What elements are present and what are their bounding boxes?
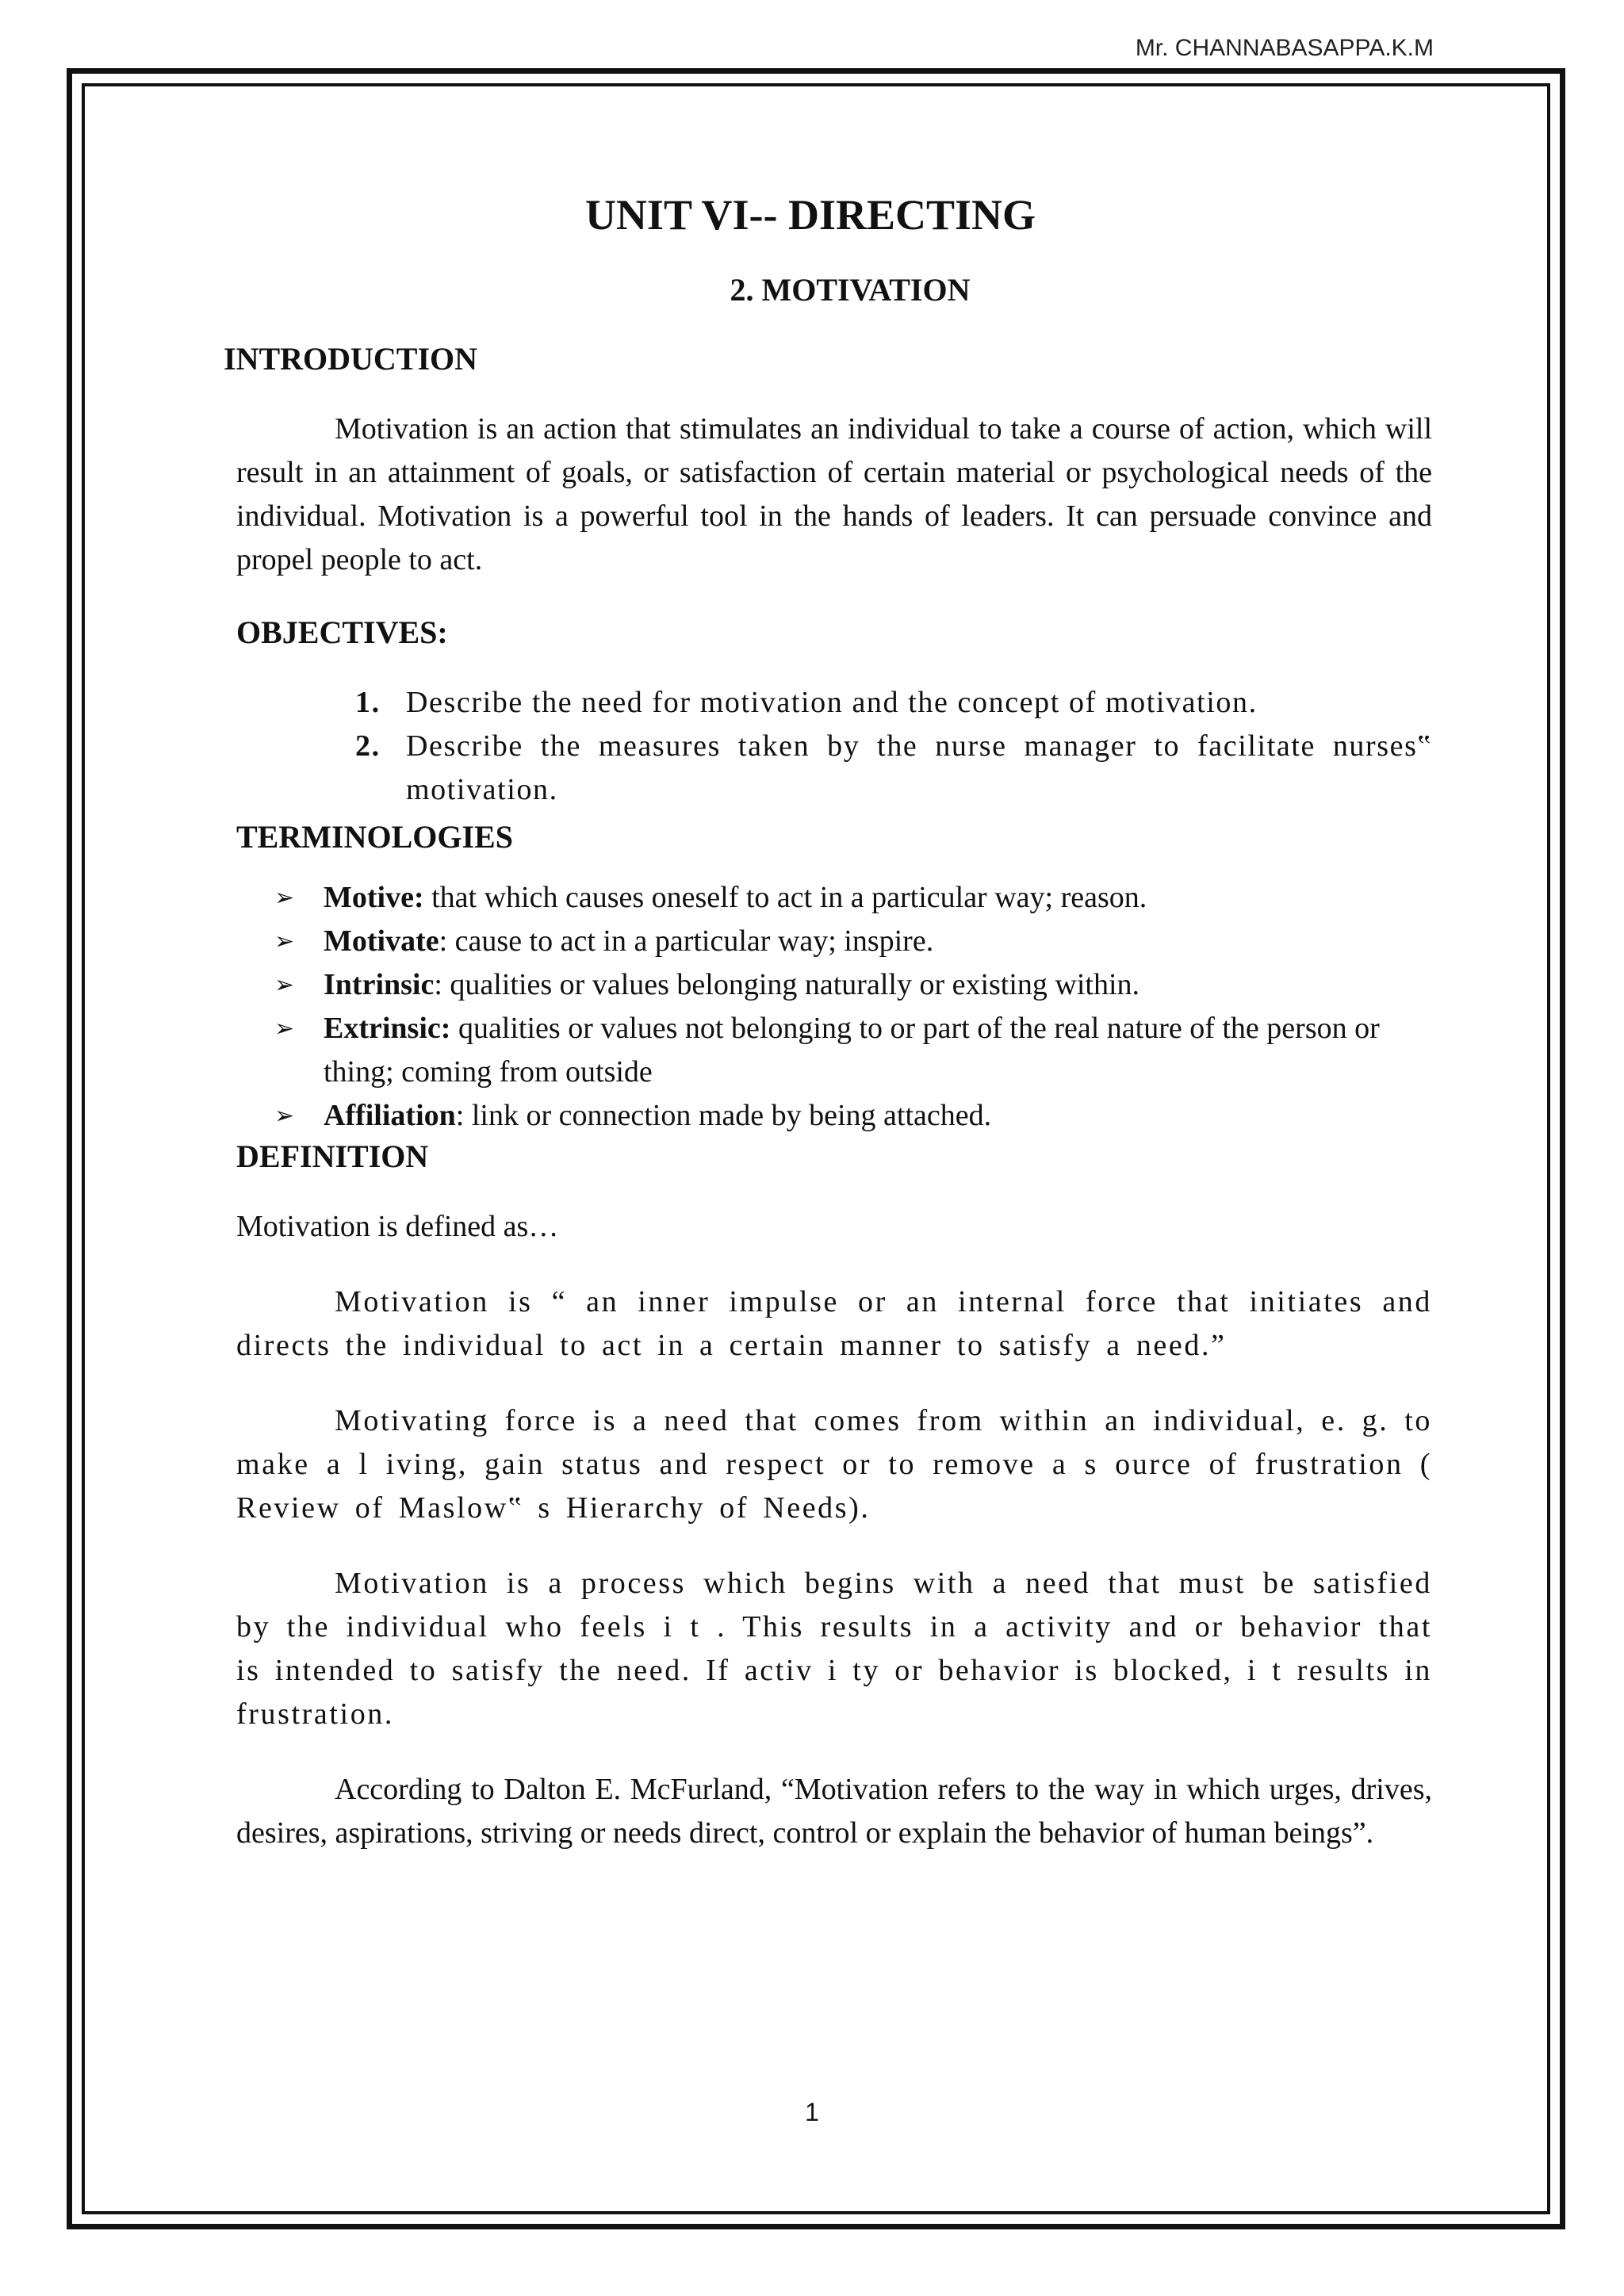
arrow-bullet-icon: ➢: [274, 884, 295, 912]
term-definition: : link or connection made by being attached.: [455, 1099, 992, 1132]
definition-lead: Motivation is defined as…: [236, 1210, 559, 1243]
arrow-bullet-icon: ➢: [274, 1102, 295, 1130]
term-name: Affiliation: [324, 1099, 456, 1132]
terminology-item: [274, 876, 1432, 920]
document-content: [224, 190, 1432, 1887]
page-number: 1: [805, 2098, 819, 2126]
term-definition: that which causes oneself to act in a particular way; reason.: [423, 881, 1147, 914]
objective-item: [355, 725, 1432, 812]
term-name: Motivate: [324, 924, 439, 958]
arrow-bullet-icon: ➢: [274, 971, 295, 999]
arrow-bullet-icon: ➢: [274, 928, 295, 955]
unit-title: UNIT VI-- DIRECTING: [584, 191, 1036, 239]
introduction-paragraph: Motivation is an action that stimulates an individual to take a course of action, which will result in an attainment of goals, or satisfaction of certain material or psychological needs of the individual. Motivation is a powerful tool in the hands of leaders. It can persuade convince and propel people to act.: [236, 412, 1432, 576]
term-name: Intrinsic: [324, 968, 435, 1001]
terminology-item: [274, 1007, 1432, 1094]
arrow-bullet-icon: ➢: [274, 1015, 295, 1043]
objective-text: Describe the need for motivation and the concept of motivation.: [406, 686, 1258, 719]
terminologies-heading: TERMINOLOGIES: [236, 819, 513, 855]
objective-number: 2.: [355, 729, 381, 763]
definition-paragraph: Motivating force is a need that comes from within an individual, e. g. to make a l iving, gain status and respect or to remove a s ource of frustration ( Review of Maslow‟ s Hierarchy of Needs).: [236, 1404, 1432, 1525]
definition-paragraph: Motivation is a process which begins with a need that must be satisfied by the individual who feels i t . This results in a activity and or behavior that is intended to satisfy the need. If activ i ty or behavior is blocked, i t results in frustration.: [236, 1567, 1432, 1731]
introduction-heading: INTRODUCTION: [224, 341, 478, 377]
term-name: Motive:: [324, 881, 424, 914]
terminology-item: [274, 963, 1432, 1007]
topic-title: 2. MOTIVATION: [730, 272, 971, 308]
header-author: Mr. CHANNABASAPPA.K.M: [1135, 35, 1434, 61]
objectives-heading: OBJECTIVES:: [236, 614, 448, 650]
objectives-list: [236, 681, 1432, 812]
term-definition: : qualities or values belonging naturally or existing within.: [434, 968, 1140, 1001]
definition-paragraph: According to Dalton E. McFurland, “Motivation refers to the way in which urges, drives, desires, aspirations, striving or needs direct, control or explain the behavior of human beings”.: [236, 1773, 1432, 1850]
objective-number: 1.: [355, 686, 381, 719]
terminology-item: [274, 1094, 1432, 1138]
definition-heading: DEFINITION: [236, 1138, 429, 1174]
terminologies-list: [236, 876, 1432, 1138]
definition-paragraph: Motivation is “ an inner impulse or an internal force that initiates and directs the individual to act in a certain manner to satisfy a need.”: [236, 1285, 1432, 1362]
term-definition: qualities or values not belonging to or part of the real nature of the person or thing; coming from outside: [324, 1012, 1380, 1089]
term-name: Extrinsic:: [324, 1012, 451, 1045]
objective-text: Describe the measures taken by the nurse manager to facilitate nurses‟ motivation.: [406, 729, 1432, 806]
term-definition: : cause to act in a particular way; inspire.: [439, 924, 934, 958]
terminology-item: [274, 920, 1432, 963]
objective-item: [355, 681, 1432, 725]
